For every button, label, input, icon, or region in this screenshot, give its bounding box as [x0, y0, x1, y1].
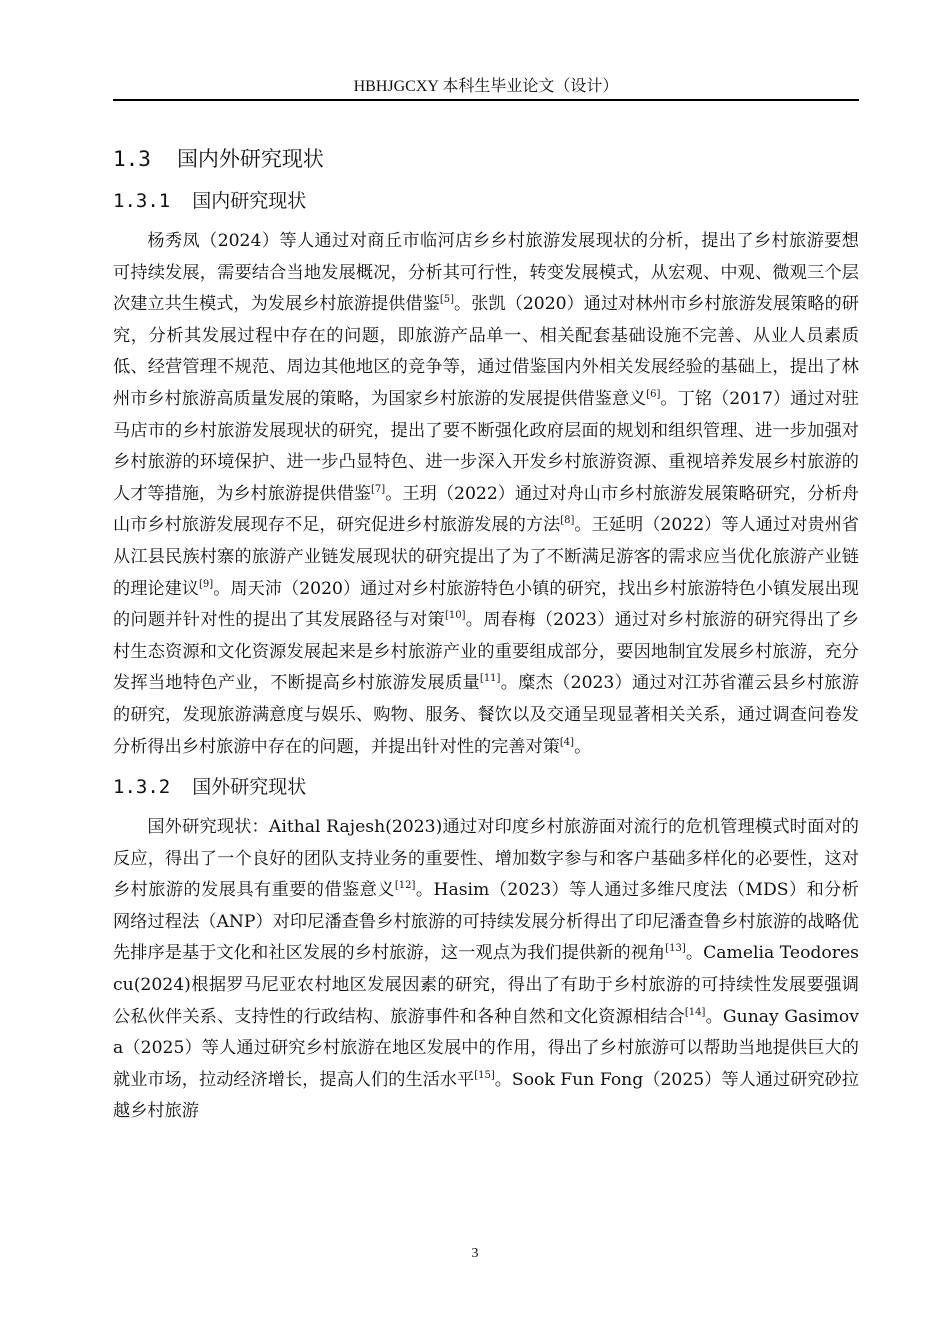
- text-run: 。Hasim（2023）等人通过多维尺度法（MDS）和分析网络过程法（ANP）对印尼潘查鲁乡村旅游的可持续发展分析得出了印尼潘查鲁乡村旅游的战略优先排序是基于文化和社区发展的乡村旅游，这一观点为我们提供新的视角: [113, 880, 859, 964]
- subsection-number: 1.3.2: [113, 776, 171, 799]
- citation: [7]: [371, 483, 386, 495]
- citation: [12]: [394, 880, 416, 892]
- citation: [6]: [646, 388, 661, 400]
- section-heading: [113, 143, 859, 175]
- citation: [8]: [560, 515, 575, 527]
- text-run: 。丁铭（2017）通过对驻马店市的乡村旅游发展现状的研究，提出了要不断强化政府层面的规划和组织管理、进一步加强对乡村旅游的环境保护、进一步凸显特色、进一步深入开发乡村旅游资源、重视培养发展乡村旅游的人才等措施，为乡村旅游提供借鉴: [113, 388, 859, 504]
- citation: [5]: [439, 294, 454, 306]
- paragraph-domestic-research: [113, 226, 859, 763]
- running-header: HBHJGCXY 本科生毕业论文（设计）: [353, 78, 619, 95]
- subsection-title: 国外研究现状: [192, 776, 307, 799]
- text-run: 。周春梅（2023）通过对乡村旅游的研究得出了乡村生态资源和文化资源发展起来是乡村旅游产业的重要组成部分，要因地制宜发展乡村旅游，充分发挥当地特色产业，不断提高乡村旅游发展质量: [113, 610, 859, 694]
- page-number: 3: [471, 1246, 479, 1261]
- citation: [13]: [665, 943, 686, 955]
- section-title: 国内外研究现状: [176, 147, 324, 171]
- subsection-heading-domestic: [113, 186, 859, 216]
- citation: [14]: [684, 1006, 706, 1018]
- citation: [15]: [474, 1069, 495, 1081]
- text-run: 杨秀凤（2024）等人通过对商丘市临河店乡乡村旅游发展现状的分析，提出了乡村旅游要想可持续发展，需要结合当地发展概况，分析其可行性，转变发展模式，从宏观、中观、微观三个层次建立共生模式，为发展乡村旅游提供借鉴: [113, 231, 859, 315]
- citation: [9]: [199, 578, 214, 590]
- header-rule: [113, 99, 859, 101]
- subsection-number: 1.3.1: [113, 190, 171, 212]
- citation: [11]: [479, 673, 501, 685]
- section-number: 1.3: [113, 147, 151, 171]
- paragraph-foreign-research: [113, 812, 859, 1128]
- text-run: 。糜杰（2023）通过对江苏省灌云县乡村旅游的研究，发现旅游满意度与娱乐、购物、服务、餐饮以及交通呈现显著相关关系，通过调查问卷发分析得出乡村旅游中存在的问题，并提出针对性的完善对策: [113, 673, 859, 757]
- text-run: 。王玥（2022）通过对舟山市乡村旅游发展策略研究，分析舟山市乡村旅游发展现存不足，研究促进乡村旅游发展的方法: [113, 483, 859, 536]
- text-run: 。Sook Fun Fong（2025）等人通过研究砂拉越乡村旅游: [113, 1069, 859, 1122]
- citation: [10]: [444, 610, 466, 622]
- text-run: 。Camelia Teodorescu(2024)根据罗马尼亚农村地区发展因素的研究，得出了有助于乡村旅游的可持续性发展要强调公私伙伴关系、支持性的行政结构、旅游事件和各种自然和文化资源相结合: [113, 943, 859, 1027]
- text-run: 。张凯（2020）通过对林州市乡村旅游发展策略的研究，分析其发展过程中存在的问题，即旅游产品单一、相关配套基础设施不完善、从业人员素质低、经营管理不规范、周边其他地区的竞争等，通过借鉴国内外相关发展经验的基础上，提出了林州市乡村旅游高质量发展的策略，为国家乡村旅游的发展提供借鉴意义: [113, 294, 859, 409]
- subsection-heading-foreign: [113, 772, 859, 802]
- page-content: [113, 143, 859, 1128]
- subsection-title: 国内研究现状: [192, 190, 307, 212]
- text-run: 。周天沛（2020）通过对乡村旅游特色小镇的研究，找出乡村旅游特色小镇发展出现的问题并针对性的提出了其发展路径与对策: [113, 578, 859, 631]
- text-run: 。王延明（2022）等人通过对贵州省从江县民族村寨的旅游产业链发展现状的研究提出了为了不断满足游客的需求应当优化旅游产业链的理论建议: [113, 515, 859, 599]
- citation: [4]: [559, 736, 575, 748]
- text-run: 。Gunay Gasimova（2025）等人通过研究乡村旅游在地区发展中的作用，得出了乡村旅游可以帮助当地提供巨大的就业市场，拉动经济增长，提高人们的生活水平: [113, 1006, 859, 1090]
- text-run: 。: [574, 736, 592, 757]
- text-run: 国外研究现状：Aithal Rajesh(2023)通过对印度乡村旅游面对流行的危机管理模式时面对的反应，得出了一个良好的团队支持业务的重要性、增加数字参与和客户基础多样化的必要性，这对乡村旅游的发展具有重要的借鉴意义: [113, 817, 859, 901]
